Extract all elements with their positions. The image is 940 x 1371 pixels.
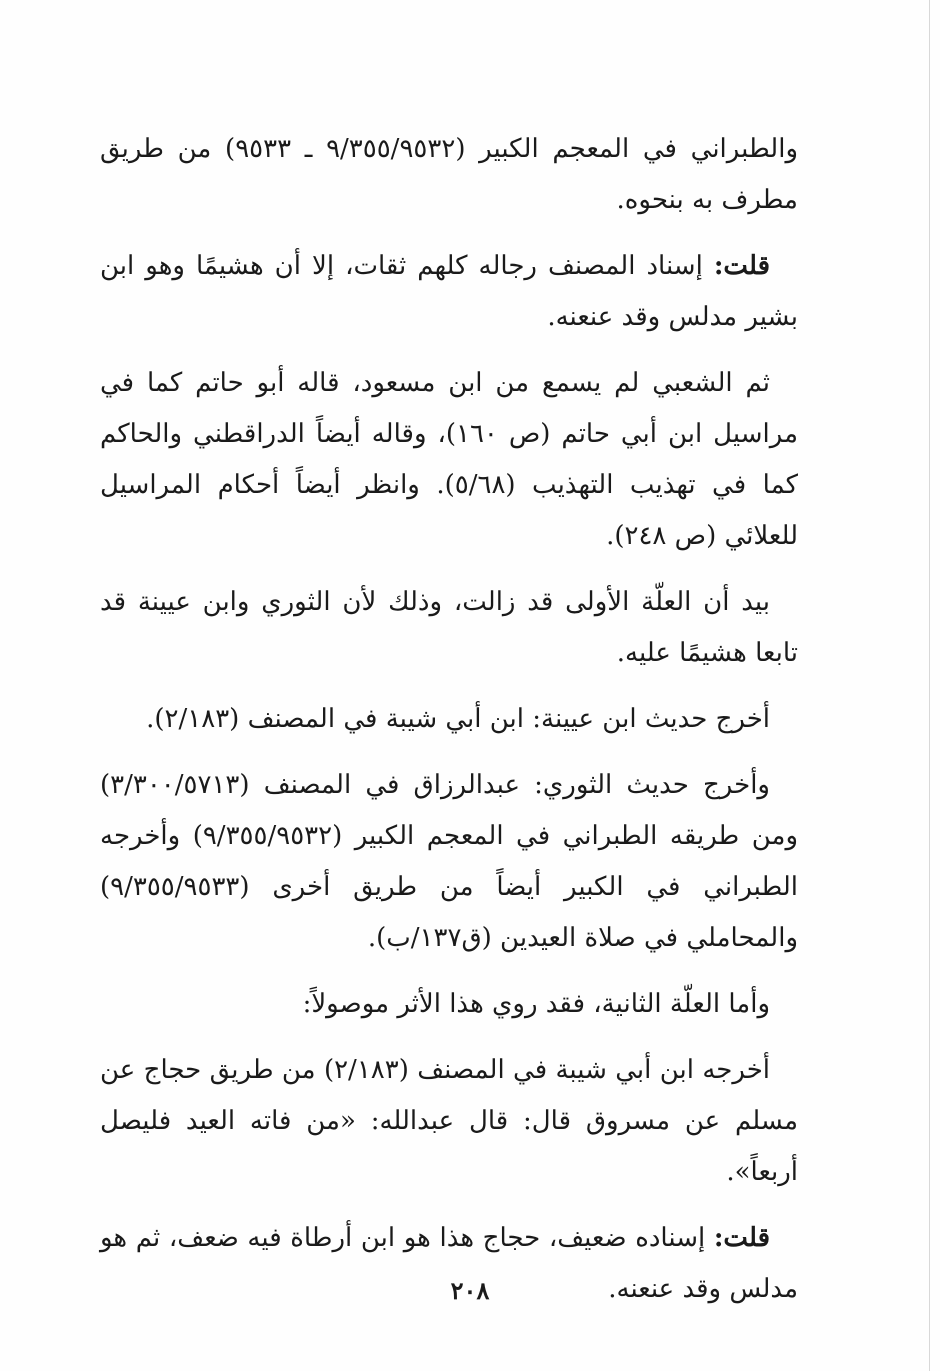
- paragraph: [100, 694, 798, 745]
- paragraph: [100, 241, 798, 343]
- paragraph: [100, 1045, 798, 1198]
- paragraph-text: ثم الشعبي لم يسمع من ابن مسعود، قاله أبو حاتم كما في مراسيل ابن أبي حاتم (ص ١٦٠)، وقاله أيضاً الدراقطني والحاكم كما في تهذيب التهذيب (٥/٦٨). وانظر أيضاً أحكام المراسيل للعلائي (ص ٢٤٨).: [100, 368, 798, 551]
- paragraph-text: وأخرج حديث الثوري: عبدالرزاق في المصنف (٣/٣٠٠/٥٧١٣) ومن طريقه الطبراني في المعجم الكبير (٩/٣٥٥/٩٥٣٢) وأخرجه الطبراني في الكبير أيضاً من طريق أخرى (٩/٣٥٥/٩٥٣٣) والمحاملي في صلاة العيدين (ق١٣٧/ب).: [100, 770, 798, 953]
- paragraph-text: أخرج حديث ابن عيينة: ابن أبي شيبة في المصنف (٢/١٨٣).: [146, 704, 770, 734]
- paragraph-text: والطبراني في المعجم الكبير (٩/٣٥٥/٩٥٣٢ ـ ٩٥٣٣) من طريق مطرف به بنحوه.: [100, 134, 798, 215]
- paragraph-text: بيد أن العلّة الأولى قد زالت، وذلك لأن الثوري وابن عيينة قد تابعا هشيمًا عليه.: [100, 587, 798, 668]
- paragraph: [100, 760, 798, 964]
- paragraph-text: إسناده ضعيف، حجاج هذا هو ابن أرطاة فيه ضعف، ثم هو مدلس وقد عنعنه.: [100, 1223, 798, 1304]
- paragraph-text: إسناد المصنف رجاله كلهم ثقات، إلا أن هشيمًا وهو ابن بشير مدلس وقد عنعنه.: [100, 251, 798, 332]
- paragraph-text: أخرجه ابن أبي شيبة في المصنف (٢/١٨٣) من طريق حجاج عن مسلم عن مسروق قال: قال عبدالله: «من فاته العيد فليصل أربعاً».: [100, 1055, 798, 1187]
- page-edge-line: [929, 0, 930, 1371]
- paragraph: [100, 358, 798, 562]
- paragraph: [100, 124, 798, 226]
- paragraph-lead: قلت:: [713, 1223, 770, 1253]
- paragraph: [100, 979, 798, 1030]
- paragraph-text: وأما العلّة الثانية، فقد روي هذا الأثر موصولاً:: [302, 989, 770, 1019]
- paragraph-lead: قلت:: [713, 251, 770, 281]
- body-text: [100, 124, 798, 1330]
- paragraph: [100, 577, 798, 679]
- page-number: ٢٠٨: [450, 1276, 490, 1305]
